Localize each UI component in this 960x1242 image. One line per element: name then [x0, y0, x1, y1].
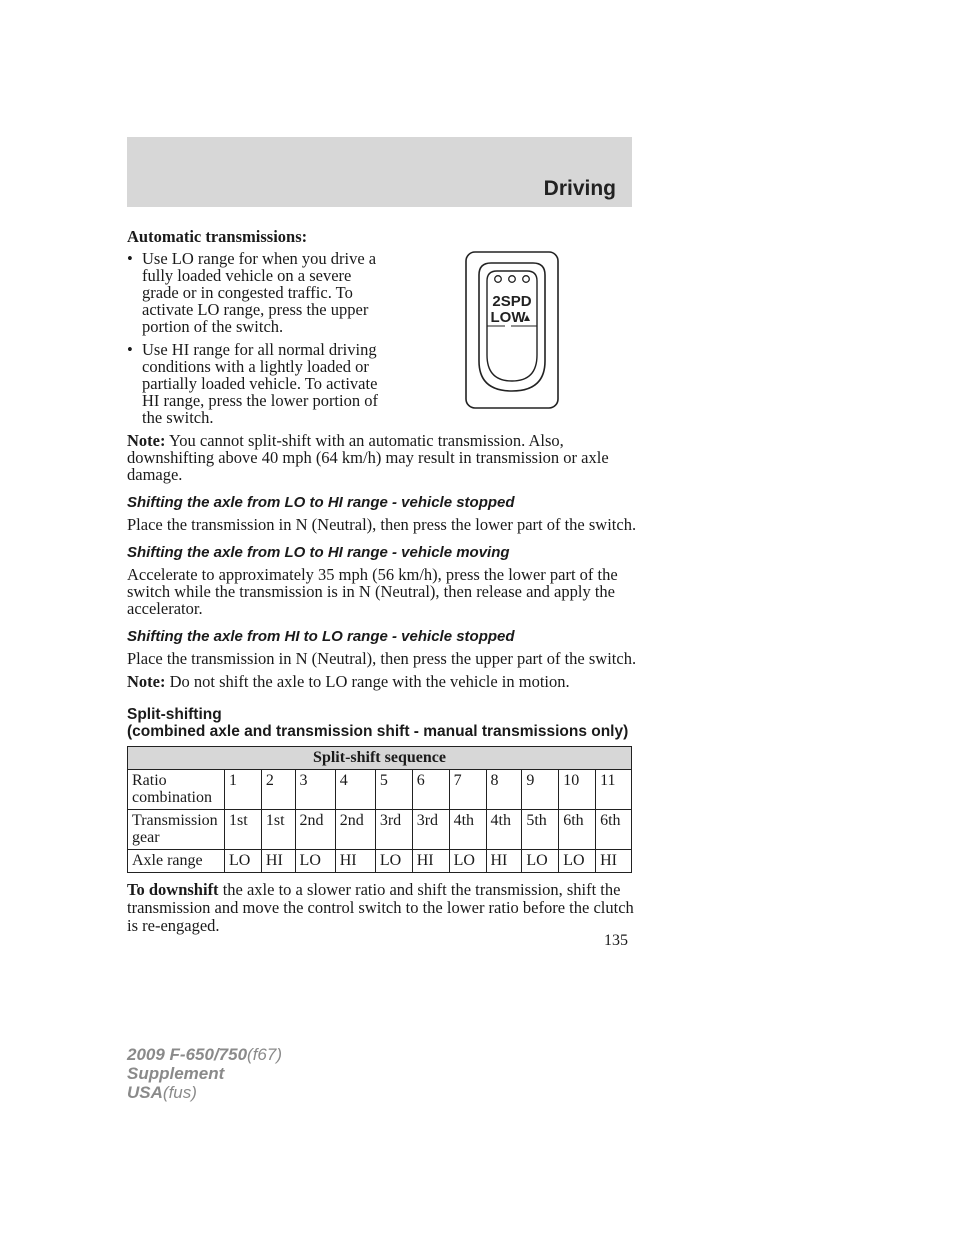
bullet-icon: • — [127, 340, 133, 359]
table-cell: 6th — [559, 810, 596, 850]
row-label: Axle range — [128, 850, 225, 873]
section-heading-lo-hi-stopped: Shifting the axle from LO to HI range - vehicle stopped — [127, 494, 515, 511]
table-cell: 1 — [225, 770, 262, 810]
table-cell: 5 — [375, 770, 412, 810]
table-cell: 5th — [522, 810, 559, 850]
section-title: Driving — [543, 177, 616, 200]
table-cell: 1st — [225, 810, 262, 850]
switch-label-low: LOW — [490, 309, 526, 326]
split-shifting-heading: Split-shifting (combined axle and transmission shift - manual transmissions only) — [127, 706, 629, 740]
section-heading-hi-lo-stopped: Shifting the axle from HI to LO range - vehicle stopped — [127, 628, 515, 645]
page-content — [127, 228, 637, 935]
split-shift-table — [127, 746, 632, 873]
bullet-icon: • — [127, 249, 133, 268]
table-cell: 2 — [261, 770, 295, 810]
table-cell: LO — [295, 850, 335, 873]
bullet-hi-range: • Use HI range for all normal driving conditions with a lightly loaded or partially loaded vehicle. To activate HI range, press the lower portion of the switch. — [127, 340, 378, 427]
table-cell: LO — [559, 850, 596, 873]
row-label: Ratio combination — [128, 770, 225, 810]
table-cell: 6th — [596, 810, 632, 850]
switch-label-2spd: 2SPD — [492, 293, 532, 310]
table-row — [128, 770, 632, 810]
table-cell: LO — [375, 850, 412, 873]
section-text-lo-hi-stopped: Place the transmission in N (Neutral), then press the lower part of the switch. — [127, 515, 637, 534]
section-text-hi-lo-stopped: Place the transmission in N (Neutral), then press the upper part of the switch. — [127, 649, 637, 668]
table-cell: 6 — [412, 770, 449, 810]
table-row — [128, 850, 632, 873]
table-cell: LO — [449, 850, 486, 873]
table-row — [128, 810, 632, 850]
table-title: Split-shift sequence — [128, 747, 632, 770]
table-cell: 4th — [449, 810, 486, 850]
table-cell: 3 — [295, 770, 335, 810]
automatic-bullets — [127, 250, 387, 426]
table-cell: 3rd — [375, 810, 412, 850]
table-cell: 11 — [596, 770, 632, 810]
table-cell: 4 — [335, 770, 375, 810]
table-cell: LO — [225, 850, 262, 873]
section-text-lo-hi-moving: Accelerate to approximately 35 mph (56 km/h), press the lower part of the switch while the transmission is in N (Neutral), then release and apply the accelerator. — [127, 565, 618, 618]
automatic-transmissions-heading: Automatic transmissions: — [127, 227, 308, 246]
table-cell: HI — [335, 850, 375, 873]
table-cell: HI — [412, 850, 449, 873]
table-cell: HI — [486, 850, 522, 873]
table-cell: 2nd — [335, 810, 375, 850]
table-cell: HI — [261, 850, 295, 873]
table-cell: HI — [596, 850, 632, 873]
downshift-paragraph: To downshift the axle to a slower ratio and shift the transmission, shift the transmission and move the control switch to the lower ratio before the clutch is re-engaged. — [127, 880, 634, 935]
note-automatic: Note: You cannot split-shift with an automatic transmission. Also, downshifting above 40 mph (64 km/h) may result in transmission or axle damage. — [127, 431, 609, 484]
document-footer: 2009 F-650/750(f67) Supplement USA(fus) — [127, 1045, 283, 1102]
table-cell: 10 — [559, 770, 596, 810]
table-cell: 4th — [486, 810, 522, 850]
table-cell: 8 — [486, 770, 522, 810]
table-cell: 2nd — [295, 810, 335, 850]
table-cell: 9 — [522, 770, 559, 810]
table-cell: 3rd — [412, 810, 449, 850]
header-band — [127, 137, 632, 207]
section-heading-lo-hi-moving: Shifting the axle from LO to HI range - vehicle moving — [127, 544, 510, 561]
table-cell: 7 — [449, 770, 486, 810]
row-label: Transmission gear — [128, 810, 225, 850]
note-motion: Note: Do not shift the axle to LO range with the vehicle in motion. — [127, 672, 570, 691]
table-cell: 1st — [261, 810, 295, 850]
table-cell: LO — [522, 850, 559, 873]
bullet-lo-range: • Use LO range for when you drive a fully loaded vehicle on a severe grade or in congested traffic. To activate LO range, press the upper portion of the switch. — [127, 249, 377, 336]
page-number: 135 — [604, 932, 628, 949]
